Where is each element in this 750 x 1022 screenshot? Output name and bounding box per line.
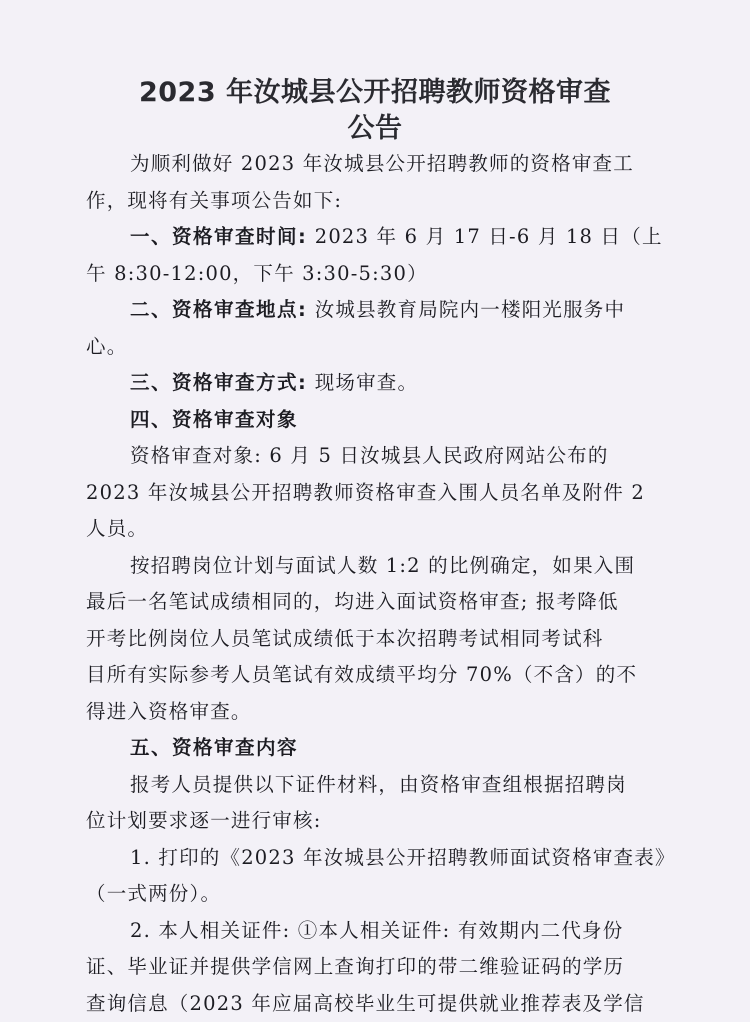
text-line xyxy=(86,475,666,512)
line-text: 现场审查。 xyxy=(307,371,418,394)
section-heading: 三、资格审查方式: xyxy=(130,371,307,394)
text-line xyxy=(86,767,666,804)
text-line xyxy=(86,730,666,767)
line-text: （一式两份）。 xyxy=(86,882,221,905)
text-line xyxy=(86,803,666,840)
line-text: 查询信息（2023 年应届高校毕业生可提供就业推荐表及学信 xyxy=(86,992,645,1015)
text-line xyxy=(86,913,666,950)
line-text: 开考比例岗位人员笔试成绩低于本次招聘考试相同考试科 xyxy=(86,627,604,650)
text-line xyxy=(86,584,666,621)
line-text: 2023 年汝城县公开招聘教师资格审查入围人员名单及附件 2 xyxy=(86,481,645,504)
line-text: 证、毕业证并提供学信网上查询打印的带二维验证码的学历 xyxy=(86,955,624,978)
text-line xyxy=(86,219,666,256)
line-text: 按招聘岗位计划与面试人数 1:2 的比例确定，如果入围 xyxy=(130,554,635,577)
text-line xyxy=(86,438,666,475)
section-heading: 一、资格审查时间: xyxy=(130,225,307,248)
notice-title-line-1: 2023 年汝城县公开招聘教师资格审查 xyxy=(0,70,750,109)
text-line xyxy=(86,876,666,913)
text-line xyxy=(86,146,666,183)
notice-body xyxy=(86,146,666,1022)
text-line xyxy=(86,183,666,220)
line-text: 2023 年 6 月 17 日-6 月 18 日（上 xyxy=(307,225,662,248)
text-line xyxy=(86,402,666,439)
text-line xyxy=(86,292,666,329)
text-line xyxy=(86,256,666,293)
line-text: 资格审查对象: 6 月 5 日汝城县人民政府网站公布的 xyxy=(130,444,609,467)
section-heading: 四、资格审查对象 xyxy=(130,408,298,431)
text-line xyxy=(86,657,666,694)
text-line xyxy=(86,329,666,366)
text-line xyxy=(86,840,666,877)
line-text: 得进入资格审查。 xyxy=(86,700,252,723)
text-line xyxy=(86,694,666,731)
line-text: 目所有实际参考人员笔试有效成绩平均分 70%（不含）的不 xyxy=(86,663,637,686)
line-text: 为顺利做好 2023 年汝城县公开招聘教师的资格审查工 xyxy=(130,152,634,175)
text-line xyxy=(86,949,666,986)
text-line xyxy=(86,511,666,548)
line-text: 报考人员提供以下证件材料，由资格审查组根据招聘岗 xyxy=(130,773,627,796)
line-text: 位计划要求逐一进行审核: xyxy=(86,809,321,832)
line-text: 午 8:30-12:00，下午 3:30-5:30） xyxy=(86,262,428,285)
text-line xyxy=(86,621,666,658)
line-text: 人员。 xyxy=(86,517,148,540)
section-heading: 五、资格审查内容 xyxy=(130,736,298,759)
line-text: 2. 本人相关证件: ①本人相关证件: 有效期内二代身份 xyxy=(130,919,623,942)
section-heading: 二、资格审查地点: xyxy=(130,298,307,321)
text-line xyxy=(86,548,666,585)
line-text: 1. 打印的《2023 年汝城县公开招聘教师面试资格审查表》 xyxy=(130,846,676,869)
line-text: 最后一名笔试成绩相同的，均进入面试资格审查; 报考降低 xyxy=(86,590,619,613)
line-text: 汝城县教育局院内一楼阳光服务中 xyxy=(307,298,625,321)
notice-title-line-2: 公告 xyxy=(0,106,750,145)
line-text: 心。 xyxy=(86,335,127,358)
text-line xyxy=(86,365,666,402)
line-text: 作，现将有关事项公告如下: xyxy=(86,189,342,212)
